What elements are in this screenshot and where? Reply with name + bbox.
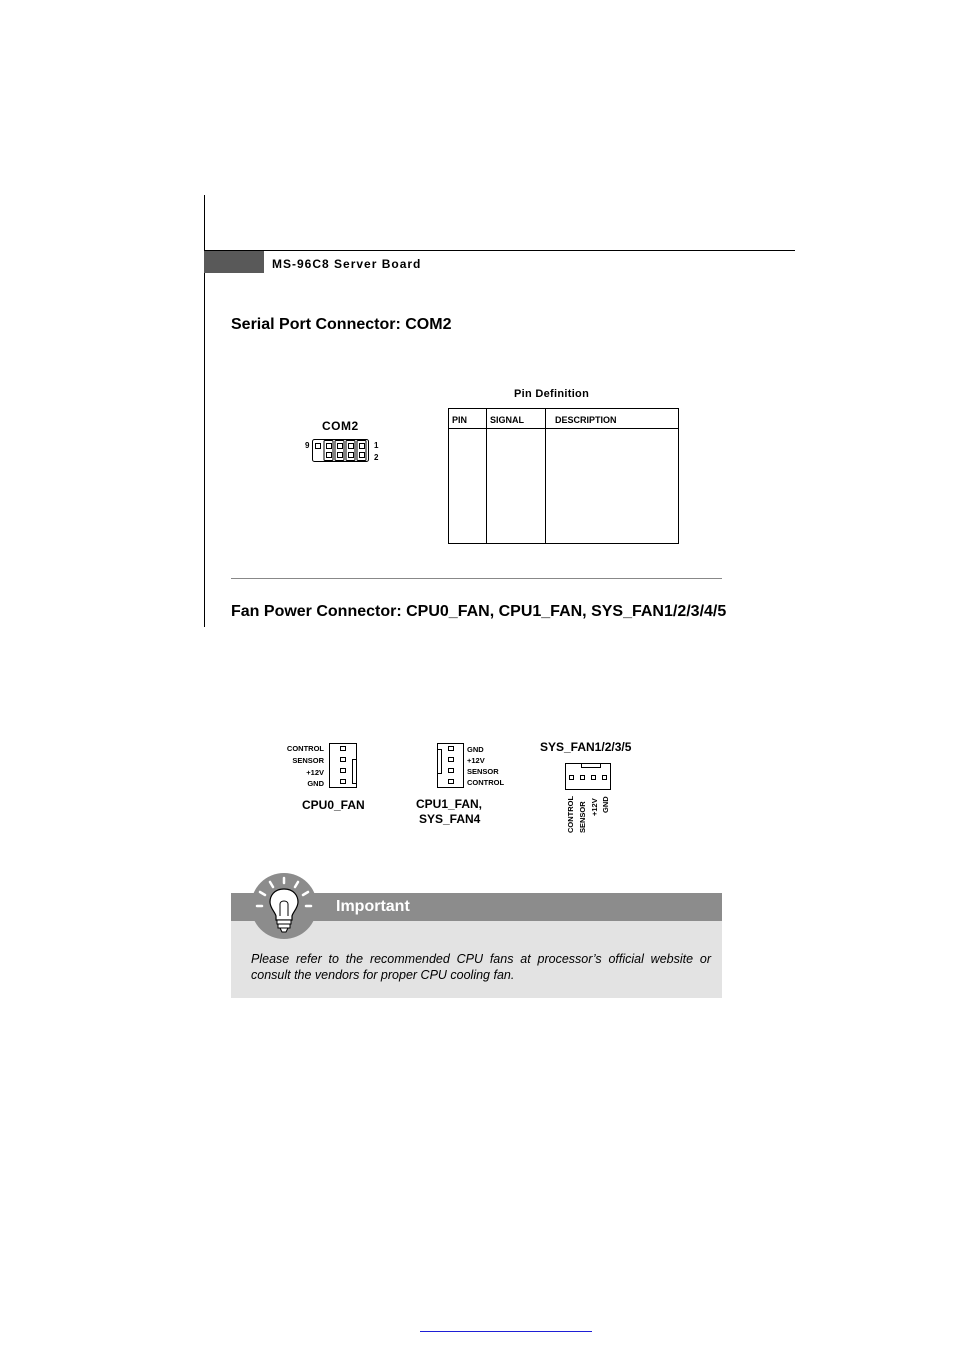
cpu1-fan-connector-diagram bbox=[436, 742, 466, 790]
table-cell bbox=[449, 429, 487, 544]
footer-link[interactable] bbox=[420, 1331, 592, 1332]
cpu0-pin-sensor: SENSOR bbox=[292, 756, 324, 765]
sys-pin-gnd: GND bbox=[601, 796, 610, 813]
lightbulb-icon bbox=[249, 870, 319, 942]
cpu1-pin-gnd: GND bbox=[467, 745, 484, 754]
cpu0-pin-control: CONTROL bbox=[286, 744, 324, 753]
column-header-signal: SIGNAL bbox=[487, 409, 546, 429]
com2-pin1-label: 1 bbox=[374, 441, 379, 450]
table-cell bbox=[487, 429, 546, 544]
fan-section-title: Fan Power Connector: CPU0_FAN, CPU1_FAN, SYS_FAN1/2/3/4/5 bbox=[231, 603, 727, 620]
cpu1-fan-name: CPU1_FAN, bbox=[416, 797, 483, 811]
cpu1-pin-12v: +12V bbox=[467, 756, 485, 765]
sys-pin-control: CONTROL bbox=[566, 795, 575, 833]
cpu0-fan-connector-diagram bbox=[328, 742, 360, 790]
header-block bbox=[204, 251, 264, 273]
com2-pin9-label: 9 bbox=[305, 441, 310, 450]
important-text: Please refer to the recommended CPU fans at processor’s official website or consult the vendors for proper CPU cooling fan. bbox=[251, 952, 711, 982]
cpu1-pin-control: CONTROL bbox=[467, 778, 505, 787]
cpu0-pin-12v: +12V bbox=[306, 768, 324, 777]
cpu0-pin-gnd: GND bbox=[307, 779, 324, 788]
sys-pin-12v: +12V bbox=[590, 798, 599, 816]
column-header-pin: PIN bbox=[449, 409, 487, 429]
sys-fan-name: SYS_FAN1/2/3/5 bbox=[540, 740, 632, 754]
com2-label: COM2 bbox=[322, 419, 359, 433]
cpu0-fan-name: CPU0_FAN bbox=[302, 798, 365, 812]
table-cell bbox=[546, 429, 679, 544]
column-header-description: DESCRIPTION bbox=[546, 409, 679, 429]
page-header-title: MS-96C8 Server Board bbox=[272, 257, 422, 271]
header-rule bbox=[204, 250, 795, 251]
important-heading: Important bbox=[336, 898, 410, 915]
pin-definition-table bbox=[448, 408, 679, 544]
com2-pin2-label: 2 bbox=[374, 453, 379, 462]
sys-fan4-name: SYS_FAN4 bbox=[419, 812, 481, 826]
section-divider bbox=[231, 578, 722, 579]
serial-section-title: Serial Port Connector: COM2 bbox=[231, 316, 452, 333]
cpu1-pin-sensor: SENSOR bbox=[467, 767, 499, 776]
sys-pin-sensor: SENSOR bbox=[578, 801, 587, 833]
sys-fan-connector-diagram bbox=[564, 762, 614, 792]
pin-definition-title: Pin Definition bbox=[514, 388, 590, 400]
com2-connector-diagram bbox=[311, 438, 371, 464]
table-row bbox=[449, 429, 679, 544]
